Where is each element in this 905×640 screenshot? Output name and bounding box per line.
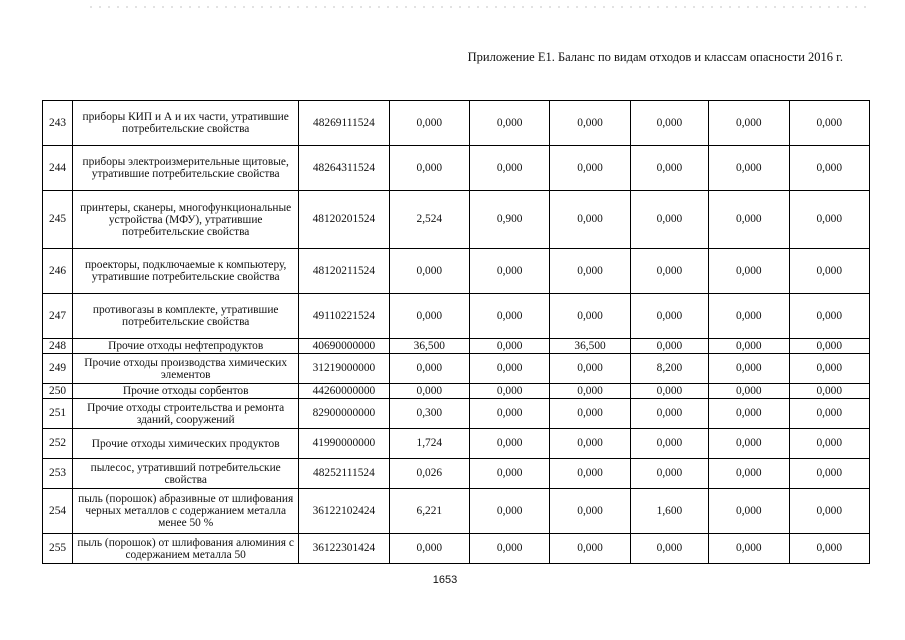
value-cell: 0,000 [550,429,630,459]
value-cell: 0,000 [389,534,469,564]
waste-balance-table [42,100,870,564]
fkko-code-cell: 36122102424 [299,489,389,534]
value-cell: 0,000 [630,146,708,191]
fkko-code-cell: 49110221524 [299,294,389,339]
value-cell: 0,000 [789,534,869,564]
value-cell: 0,000 [470,534,550,564]
value-cell: 0,000 [789,191,869,249]
fkko-code-cell: 31219000000 [299,354,389,384]
fkko-code-cell: 82900000000 [299,399,389,429]
waste-name-cell: Прочие отходы химических продуктов [73,429,299,459]
row-number-cell: 247 [43,294,73,339]
value-cell: 0,000 [709,534,789,564]
value-cell: 0,000 [789,429,869,459]
table-row [43,146,870,191]
value-cell: 0,000 [389,249,469,294]
value-cell: 0,000 [630,294,708,339]
value-cell: 0,000 [709,339,789,354]
fkko-code-cell: 48252111524 [299,459,389,489]
value-cell: 0,000 [550,459,630,489]
waste-name-cell: проекторы, подключаемые к компьютеру, утратившие потребительские свойства [73,249,299,294]
value-cell: 8,200 [630,354,708,384]
value-cell: 0,000 [389,146,469,191]
value-cell: 0,000 [550,249,630,294]
value-cell: 0,000 [389,384,469,399]
row-number-cell: 255 [43,534,73,564]
table-row [43,191,870,249]
value-cell: 0,000 [709,459,789,489]
table-row [43,249,870,294]
value-cell: 0,000 [389,294,469,339]
value-cell: 0,000 [709,489,789,534]
value-cell: 0,000 [789,384,869,399]
value-cell: 0,000 [789,249,869,294]
value-cell: 0,000 [630,339,708,354]
value-cell: 0,000 [389,101,469,146]
row-number-cell: 252 [43,429,73,459]
waste-name-cell: принтеры, сканеры, многофункциональные устройства (МФУ), утратившие потребительские свойства [73,191,299,249]
waste-name-cell: Прочие отходы сорбентов [73,384,299,399]
value-cell: 0,000 [789,354,869,384]
value-cell: 0,000 [550,146,630,191]
value-cell: 0,000 [550,191,630,249]
value-cell: 0,000 [550,399,630,429]
fkko-code-cell: 48264311524 [299,146,389,191]
value-cell: 0,000 [470,354,550,384]
value-cell: 0,000 [550,489,630,534]
value-cell: 0,026 [389,459,469,489]
waste-name-cell: пыль (порошок) абразивные от шлифования черных металлов с содержанием металла менее 50 % [73,489,299,534]
fkko-code-cell: 48120211524 [299,249,389,294]
value-cell: 0,000 [550,384,630,399]
fkko-code-cell: 41990000000 [299,429,389,459]
value-cell: 0,000 [709,101,789,146]
value-cell: 0,000 [470,339,550,354]
fkko-code-cell: 36122301424 [299,534,389,564]
row-number-cell: 246 [43,249,73,294]
value-cell: 0,000 [709,429,789,459]
value-cell: 6,221 [389,489,469,534]
value-cell: 0,000 [709,354,789,384]
value-cell: 0,000 [389,354,469,384]
value-cell: 0,000 [709,399,789,429]
row-number-cell: 250 [43,384,73,399]
value-cell: 0,000 [550,354,630,384]
scan-artifact [90,6,870,8]
value-cell: 0,000 [630,384,708,399]
row-number-cell: 244 [43,146,73,191]
table-row [43,489,870,534]
fkko-code-cell: 40690000000 [299,339,389,354]
table-row [43,534,870,564]
value-cell: 0,000 [550,294,630,339]
table-row [43,459,870,489]
table-row [43,339,870,354]
table-row [43,384,870,399]
fkko-code-cell: 44260000000 [299,384,389,399]
value-cell: 0,300 [389,399,469,429]
value-cell: 0,000 [709,146,789,191]
waste-name-cell: приборы электроизмерительные щитовые, утратившие потребительские свойства [73,146,299,191]
value-cell: 0,000 [470,101,550,146]
value-cell: 1,600 [630,489,708,534]
value-cell: 36,500 [550,339,630,354]
value-cell: 0,000 [709,249,789,294]
waste-name-cell: пыль (порошок) от шлифования алюминия с содержанием металла 50 [73,534,299,564]
value-cell: 0,000 [630,459,708,489]
value-cell: 0,000 [709,384,789,399]
value-cell: 0,000 [470,146,550,191]
value-cell: 0,000 [470,249,550,294]
value-cell: 0,000 [709,294,789,339]
fkko-code-cell: 48120201524 [299,191,389,249]
table-row [43,101,870,146]
value-cell: 0,000 [470,429,550,459]
row-number-cell: 254 [43,489,73,534]
value-cell: 0,900 [470,191,550,249]
table-row [43,399,870,429]
value-cell: 0,000 [709,191,789,249]
row-number-cell: 249 [43,354,73,384]
value-cell: 0,000 [630,399,708,429]
value-cell: 1,724 [389,429,469,459]
value-cell: 0,000 [630,429,708,459]
value-cell: 0,000 [789,459,869,489]
table-row [43,429,870,459]
value-cell: 0,000 [630,191,708,249]
table-row [43,294,870,339]
value-cell: 0,000 [630,101,708,146]
row-number-cell: 243 [43,101,73,146]
page-title: Приложение Е1. Баланс по видам отходов и классам опасности 2016 г. [467,50,843,64]
row-number-cell: 245 [43,191,73,249]
value-cell: 0,000 [789,339,869,354]
value-cell: 0,000 [550,101,630,146]
waste-name-cell: противогазы в комплекте, утратившие потребительские свойства [73,294,299,339]
value-cell: 2,524 [389,191,469,249]
value-cell: 0,000 [630,534,708,564]
waste-name-cell: Прочие отходы нефтепродуктов [73,339,299,354]
waste-name-cell: приборы КИП и А и их части, утратившие потребительские свойства [73,101,299,146]
value-cell: 0,000 [789,101,869,146]
value-cell: 0,000 [470,294,550,339]
row-number-cell: 253 [43,459,73,489]
waste-name-cell: Прочие отходы производства химических элементов [73,354,299,384]
fkko-code-cell: 48269111524 [299,101,389,146]
value-cell: 0,000 [550,534,630,564]
waste-name-cell: пылесос, утративший потребительские свойства [73,459,299,489]
value-cell: 0,000 [789,294,869,339]
value-cell: 0,000 [470,459,550,489]
value-cell: 0,000 [789,489,869,534]
value-cell: 0,000 [789,399,869,429]
value-cell: 0,000 [789,146,869,191]
value-cell: 0,000 [630,249,708,294]
value-cell: 0,000 [470,384,550,399]
value-cell: 0,000 [470,489,550,534]
row-number-cell: 248 [43,339,73,354]
value-cell: 0,000 [470,399,550,429]
row-number-cell: 251 [43,399,73,429]
value-cell: 36,500 [389,339,469,354]
page-number: 1653 [432,574,458,586]
table-row [43,354,870,384]
waste-name-cell: Прочие отходы строительства и ремонта зданий, сооружений [73,399,299,429]
